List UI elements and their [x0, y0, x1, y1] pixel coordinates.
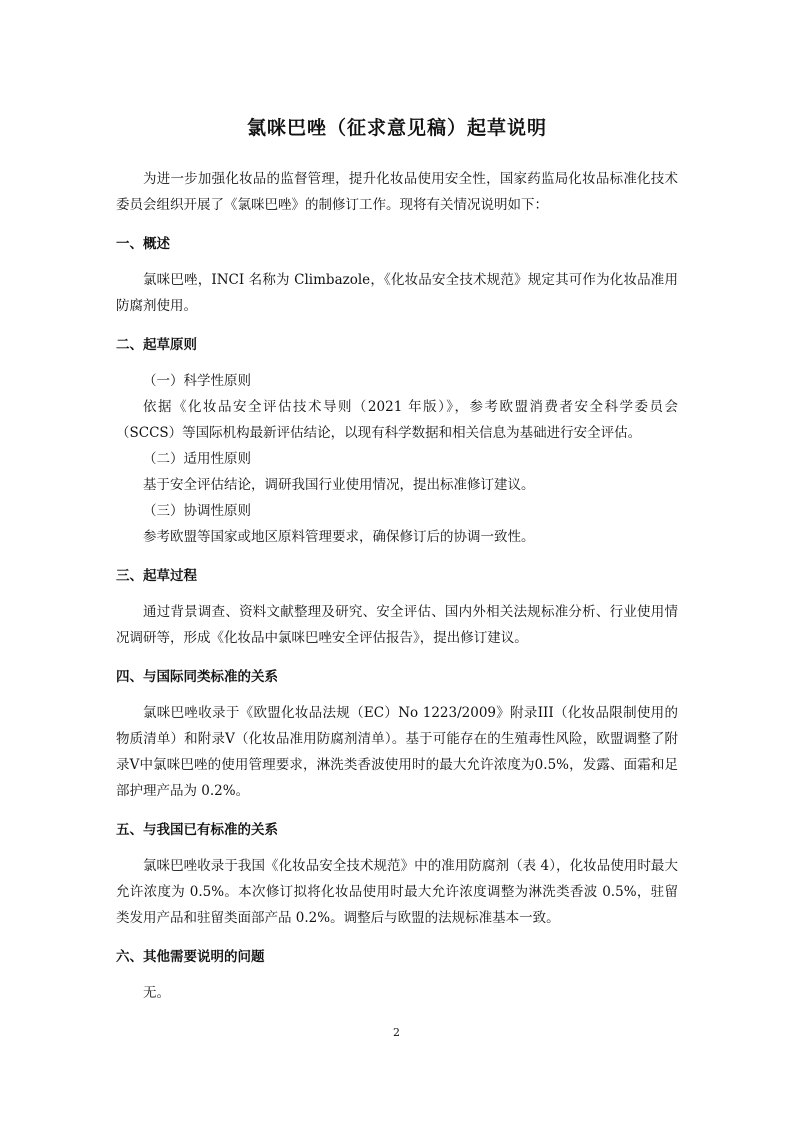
domestic-paragraph: 氯咪巴唑收录于我国《化妆品安全技术规范》中的准用防腐剂（表 4），化妆品使用时最大允许浓度为 0.5%。本次修订拟将化妆品使用时最大允许浓度调整为淋洗类香波 0.5%，驻留类发用产品和驻留类面部产品 0.2%。调整后与欧盟的法规标准基本一致。: [116, 858, 678, 926]
section-heading-process: 三、起草过程: [116, 568, 197, 584]
subheading-scientific: （一）科学性原则: [143, 373, 251, 389]
scientific-paragraph: 依据《化妆品安全评估技术导则（2021 年版）》，参考欧盟消费者安全科学委员会（SCCS）等国际机构最新评估结论，以现有科学数据和相关信息为基础进行安全评估。: [116, 399, 678, 441]
intro-paragraph: 为进一步加强化妆品的监督管理，提升化妆品使用安全性，国家药监局化妆品标准化技术委员会组织开展了《氯咪巴唑》的制修订工作。现将有关情况说明如下：: [116, 171, 678, 213]
international-paragraph: 氯咪巴唑收录于《欧盟化妆品法规（EC）No 1223/2009》附录III（化妆品限制使用的物质清单）和附录V（化妆品准用防腐剂清单）。基于可能存在的生殖毒性风险，欧盟调整了附录V中氯咪巴唑的使用管理要求，淋洗类香波使用时的最大允许浓度为0.5%，发露、面霜和足部护理产品为 0.2%。: [116, 705, 678, 799]
document-page: [116, 112, 678, 1006]
subheading-applicability: （二）适用性原则: [143, 451, 251, 467]
process-paragraph: 通过背景调查、资料文献整理及研究、安全评估、国内外相关法规标准分析、行业使用情况调研等，形成《化妆品中氯咪巴唑安全评估报告》，提出修订建议。: [116, 604, 678, 646]
section-heading-overview: 一、概述: [116, 236, 170, 252]
applicability-paragraph: 基于安全评估结论，调研我国行业使用情况，提出标准修订建议。: [143, 477, 535, 493]
section-heading-international: 四、与国际同类标准的关系: [116, 669, 278, 685]
document-title: 氯咪巴唑（征求意见稿）起草说明: [246, 117, 547, 139]
coordination-paragraph: 参考欧盟等国家或地区原料管理要求，确保修订后的协调一致性。: [143, 529, 535, 545]
section-heading-domestic: 五、与我国已有标准的关系: [116, 822, 278, 838]
subheading-coordination: （三）协调性原则: [143, 503, 251, 519]
other-paragraph: 无。: [143, 985, 170, 1001]
section-heading-other: 六、其他需要说明的问题: [116, 949, 265, 965]
section-heading-principles: 二、起草原则: [116, 337, 197, 353]
overview-paragraph: 氯咪巴唑，INCI 名称为 Climbazole，《化妆品安全技术规范》规定其可作为化妆品准用防腐剂使用。: [116, 272, 678, 314]
page-number: 2: [393, 1026, 400, 1039]
